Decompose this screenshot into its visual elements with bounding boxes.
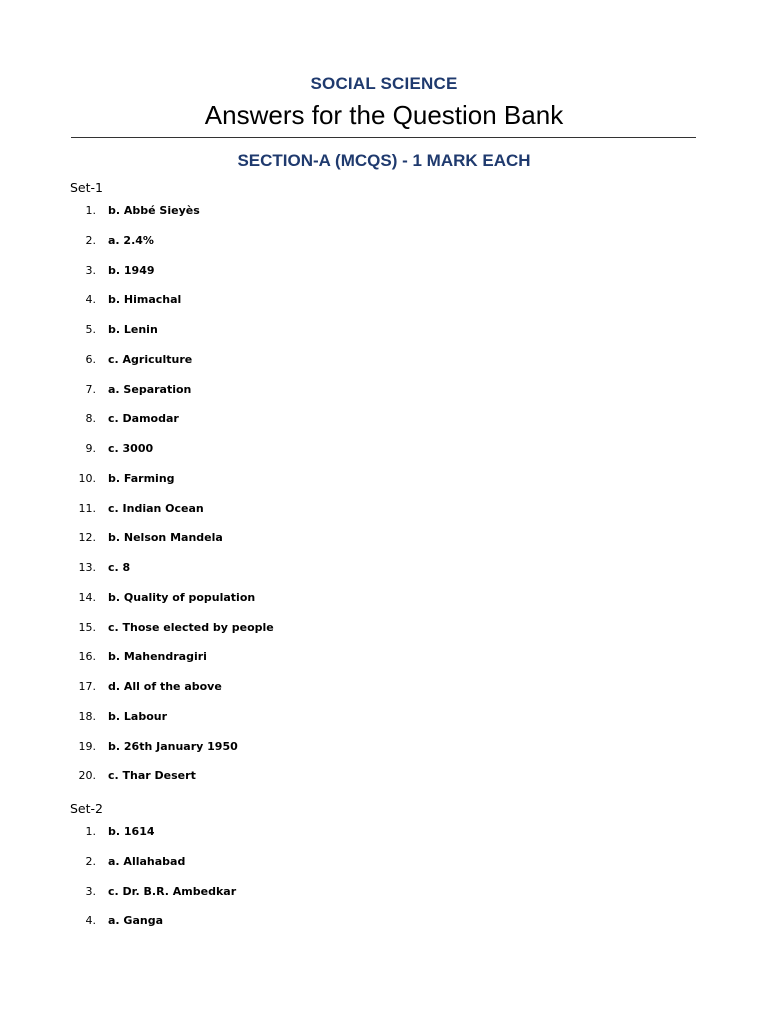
answer-text: c. Agriculture xyxy=(108,352,193,366)
answer-text: b. Nelson Mandela xyxy=(108,531,223,545)
answer-item xyxy=(0,650,768,680)
answer-number: 11. xyxy=(78,501,96,515)
answer-text: c. 8 xyxy=(108,561,131,574)
answer-number: 4. xyxy=(85,914,96,928)
answer-number: 3. xyxy=(85,263,96,277)
section-heading: SECTION-A (MCQS) - 1 MARK EACH xyxy=(237,151,531,170)
answer-text: b. 1614 xyxy=(108,825,155,838)
answer-item xyxy=(0,825,768,855)
answer-text: b. Labour xyxy=(108,709,168,723)
answer-text: a. Separation xyxy=(108,382,192,396)
answer-item xyxy=(0,710,768,740)
answer-text: b. Mahendragiri xyxy=(108,650,207,664)
set-1-answer-list xyxy=(0,204,768,799)
answer-text: c. Dr. B.R. Ambedkar xyxy=(108,884,237,898)
subject-heading: SOCIAL SCIENCE xyxy=(310,74,458,93)
answer-number: 12. xyxy=(78,531,96,545)
answer-text: c. Damodar xyxy=(108,412,179,426)
answer-item xyxy=(0,561,768,591)
answer-item xyxy=(0,234,768,264)
answer-text: b. Quality of population xyxy=(108,590,256,604)
answer-number: 7. xyxy=(85,382,96,396)
answer-item xyxy=(0,769,768,799)
answer-text: b. 26th January 1950 xyxy=(108,739,238,753)
answer-number: 6. xyxy=(85,352,96,366)
answer-item xyxy=(0,621,768,651)
answer-item xyxy=(0,680,768,710)
answer-item xyxy=(0,412,768,442)
answer-item xyxy=(0,531,768,561)
answer-item xyxy=(0,591,768,621)
title-divider xyxy=(71,137,696,138)
answer-item xyxy=(0,323,768,353)
answer-item xyxy=(0,204,768,234)
answer-number: 8. xyxy=(85,412,96,426)
page-title: Answers for the Question Bank xyxy=(204,100,564,130)
answer-item xyxy=(0,885,768,915)
set-2-label: Set-2 xyxy=(70,801,103,816)
answer-number: 10. xyxy=(78,471,96,485)
answer-text: b. Abbé Sieyès xyxy=(108,204,200,217)
answer-text: b. 1949 xyxy=(108,263,155,277)
answer-item xyxy=(0,383,768,413)
answer-text: a. Ganga xyxy=(108,914,164,928)
answer-text: c. Thar Desert xyxy=(108,769,196,783)
answer-text: c. Indian Ocean xyxy=(108,501,204,515)
answer-text: b. Farming xyxy=(108,471,175,485)
answer-item xyxy=(0,264,768,294)
answer-text: c. Those elected by people xyxy=(108,620,274,634)
answer-number: 5. xyxy=(85,323,96,336)
answer-text: d. All of the above xyxy=(108,680,222,693)
answer-item xyxy=(0,293,768,323)
answer-text: b. Himachal xyxy=(108,293,182,307)
answer-item xyxy=(0,472,768,502)
answer-number: 2. xyxy=(85,233,96,247)
answer-item xyxy=(0,740,768,770)
answer-number: 20. xyxy=(78,769,96,783)
answer-number: 2. xyxy=(85,854,96,868)
answer-text: a. Allahabad xyxy=(108,854,186,868)
answer-item xyxy=(0,442,768,472)
answer-item xyxy=(0,353,768,383)
answer-number: 1. xyxy=(85,204,96,217)
answer-number: 17. xyxy=(78,680,96,693)
answer-item xyxy=(0,502,768,532)
answer-number: 15. xyxy=(78,620,96,634)
set-1-label: Set-1 xyxy=(70,180,103,195)
answer-item xyxy=(0,855,768,885)
answer-number: 18. xyxy=(78,709,96,723)
answer-text: b. Lenin xyxy=(108,323,158,336)
answer-text: c. 3000 xyxy=(108,442,154,455)
answer-text: a. 2.4% xyxy=(108,233,154,247)
answer-number: 3. xyxy=(85,884,96,898)
answer-number: 13. xyxy=(78,561,96,574)
answer-number: 14. xyxy=(78,590,96,604)
answer-number: 1. xyxy=(85,825,96,838)
answer-number: 4. xyxy=(85,293,96,307)
answer-number: 16. xyxy=(78,650,96,664)
set-2-answer-list xyxy=(0,825,768,944)
answer-item xyxy=(0,914,768,944)
answer-number: 19. xyxy=(78,739,96,753)
answer-number: 9. xyxy=(85,442,96,455)
